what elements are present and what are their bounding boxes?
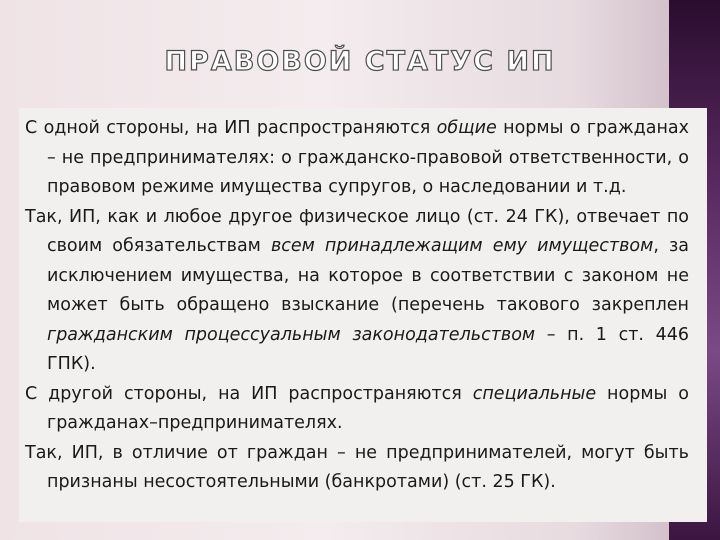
paragraph-3-emphasis: специальные <box>472 383 597 404</box>
paragraph-3 <box>25 380 689 439</box>
paragraph-2-emphasis: всем принадлежащим ему имуществом <box>270 236 654 256</box>
paragraph-1-emphasis: общие <box>436 118 497 138</box>
paragraph-2-segment: Так, ИП, как и любое другое физическое лицо (ст. 24 ГК), отвечает по своим обязательствам <box>25 206 689 256</box>
paragraph-2-emphasis: гражданским процессуальным законодательством <box>47 324 536 345</box>
paragraph-1-segment: С одной стороны, на ИП распространяются <box>25 118 437 138</box>
paragraph-1 <box>25 114 689 203</box>
content-box <box>19 108 707 522</box>
paragraph-2-segment: – п. 1 ст. 446 ГПК). <box>47 324 689 374</box>
paragraph-3-segment: С другой стороны, на ИП распространяются <box>25 383 473 404</box>
paragraph-2 <box>25 203 689 380</box>
paragraph-1-segment: нормы о гражданах – не предпринимателях: о гражданско-правовой ответственности, о правовом режиме имущества супругов, о наследовании и т.д. <box>47 118 689 197</box>
paragraph-4-segment: Так, ИП, в отличие от граждан – не предпринимателей, могут быть признаны несостоятельными (банкротами) (ст. 25 ГК). <box>25 442 689 492</box>
paragraph-4 <box>25 439 689 498</box>
paragraph-2-segment: , за исключением имущества, на которое в соответствии с законом не может быть обращено взыскание (перечень такового закреплен <box>47 236 689 315</box>
slide-title: ПРАВОВОЙ СТАТУС ИП <box>164 46 556 77</box>
paragraph-3-segment: нормы о гражданах–предпринимателях. <box>47 383 689 433</box>
